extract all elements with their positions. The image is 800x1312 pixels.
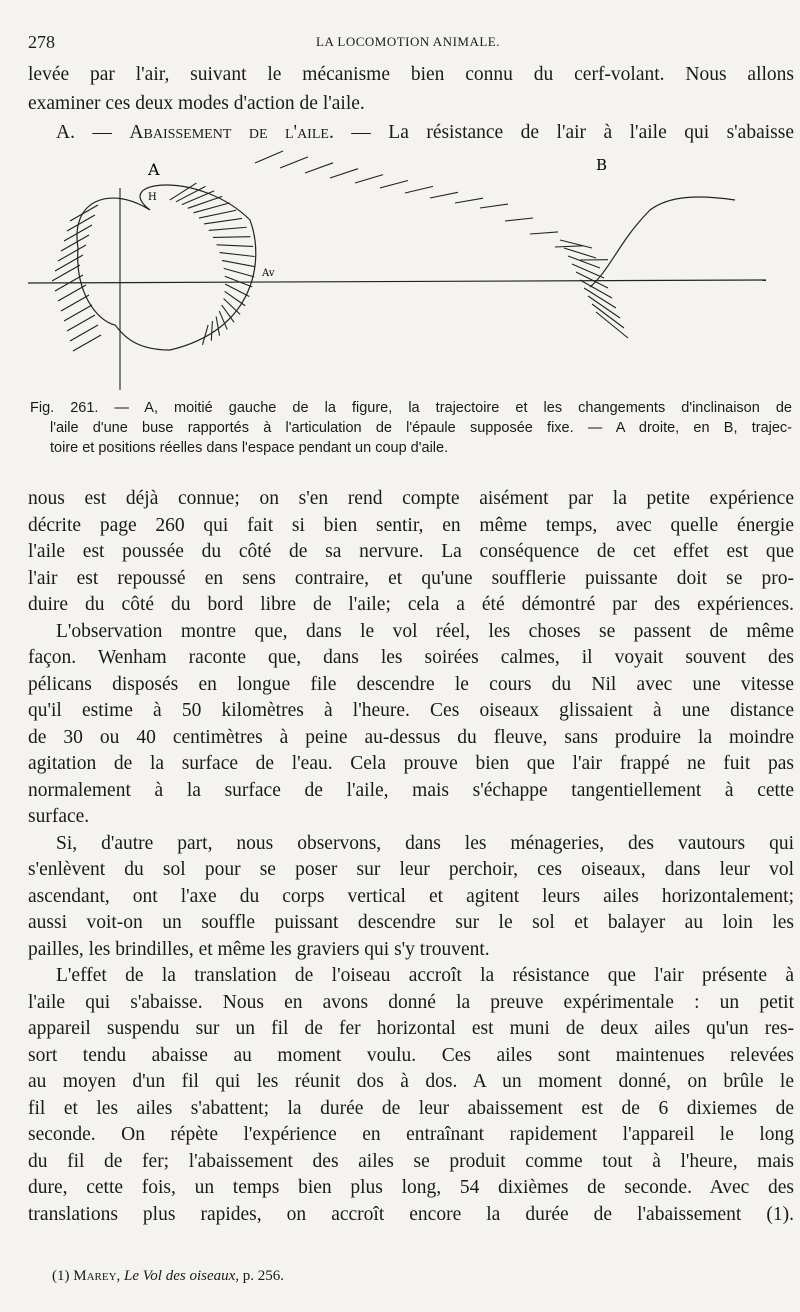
wing-position-stroke (211, 321, 212, 341)
text-line: duire du côté du bord libre de l'aile; cela a été démontré par des expériences. (28, 594, 794, 615)
page-header (28, 32, 788, 56)
text-line: façon. Wenham raconte que, dans les soirées calmes, il voyait souvent des (28, 647, 794, 668)
text-line: l'aile est poussée du côté de sa nervure. La conséquence de cet effet est que (28, 541, 794, 562)
wing-position-stroke (224, 268, 254, 277)
text-line: dure, cette fois, un temps bien plus long, 54 dixièmes de seconde. Avec des (28, 1177, 794, 1198)
footnote-author: Marey, (73, 1268, 121, 1284)
text-line: pailles, les brindilles, et même les graviers qui s'y trouvent. (28, 938, 490, 960)
caption-line: Fig. 261. — A, moitié gauche de la figure, la trajectoire et les changements d'inclinaison de (30, 400, 792, 416)
running-title: LA LOCOMOTION ANIMALE. (316, 34, 500, 49)
text-line: au moyen d'un fil qui les réunit dos à dos. A un moment donné, on brûle le (28, 1071, 794, 1092)
wing-position-stroke (202, 325, 208, 345)
text-line: s'enlèvent du sol pour se poser sur leur perchoir, ces oiseaux, dans leur vol (28, 859, 794, 880)
text-line: surface. (28, 806, 90, 827)
footnote-title: Le Vol des oiseaux, (124, 1268, 240, 1284)
text-line: normalement à la surface de l'aile, mais s'échappe tangentiellement à cette (28, 779, 794, 801)
caption-line: l'aile d'une buse rapportés à l'articulation de l'épaule supposée fixe. — A droite, en B, trajec- (50, 420, 792, 436)
wing-position-stroke (255, 151, 283, 163)
wing-position-stroke (58, 245, 86, 261)
wing-position-stroke (182, 191, 214, 205)
wing-position-stroke (70, 205, 98, 221)
text-line: seconde. On répète l'expérience en entraînant rapidement l'appareil le long (28, 1124, 794, 1145)
wing-position-stroke (480, 204, 508, 208)
figure-261 (0, 150, 800, 390)
text-line: L'observation montre que, dans le vol réel, les choses se passent de même (56, 620, 794, 642)
wing-position-stroke (505, 218, 533, 221)
wing-position-stroke (280, 157, 308, 168)
text-line: levée par l'air, suivant le mécanisme bien connu du cerf-volant. Nous allons (28, 64, 794, 85)
wing-position-stroke (213, 237, 251, 238)
body-text (28, 486, 794, 1228)
section-title: Abaissement de l'aile. — (129, 122, 371, 143)
text-line: qu'il estime à 50 kilomètres à l'heure. Ces oiseaux glissaient à une distance (28, 700, 794, 721)
wing-position-stroke (355, 175, 383, 183)
text-line: agitation de la surface de l'eau. Cela prouve bien que l'air frappé ne fuit pas (28, 753, 794, 774)
wing-position-stroke (209, 227, 247, 230)
wing-position-stroke (530, 232, 558, 234)
wing-position-stroke (61, 235, 89, 251)
horizontal-axis (28, 280, 766, 283)
wing-position-stroke (596, 312, 628, 338)
wing-position-stroke (555, 246, 583, 247)
wing-position-stroke (204, 218, 242, 224)
text-line: l'aile qui s'abaisse. Nous en avons donné la preuve expérimentale : un petit (28, 991, 794, 1013)
section-letter: A. — (56, 122, 112, 143)
wing-position-stroke (305, 163, 333, 173)
wing-position-stroke (330, 169, 358, 178)
wing-position-stroke (405, 186, 433, 193)
text-line: examiner ces deux modes d'action de l'aile. (28, 93, 365, 114)
caption-line: toire et positions réelles dans l'espace pendant un coup d'aile. (50, 440, 449, 456)
text-line: ascendant, ont l'axe du corps vertical et agitent leurs ailes horizontalement; (28, 885, 794, 907)
wing-position-stroke (176, 186, 206, 201)
wing-position-stroke (455, 198, 483, 203)
wing-position-stroke (592, 304, 624, 328)
text-line: sort tendu abaisse au moment voulu. Ces ailes sont maintenues relevées (28, 1044, 794, 1066)
label-b: B (596, 156, 608, 174)
top-paragraph (28, 60, 794, 147)
footnote (52, 1268, 284, 1285)
text-line: Si, d'autre part, nous observons, dans les ménageries, des vautours qui (56, 832, 794, 854)
wing-position-stroke (220, 253, 255, 257)
text-line: nous est déjà connue; on s'en rend compte aisément par la petite expérience (28, 488, 794, 509)
text-line: L'effet de la translation de l'oiseau accroît la résistance que l'air présente à (56, 965, 794, 986)
text-line: décrite page 260 qui fait si bien sentir, en même temps, avec quelle énergie (28, 514, 794, 536)
wing-position-stroke (216, 316, 219, 335)
text-line: fil et les ailes s'abattent; la durée de leur abaissement est de 6 dixiemes de (28, 1097, 794, 1119)
wing-position-stroke (222, 260, 255, 266)
text-line: du fil de fer; l'abaissement des ailes se produit comme tout à l'heure, mais (28, 1150, 794, 1172)
wing-position-stroke (199, 210, 236, 218)
footnote-page: p. 256. (242, 1268, 285, 1284)
label-h: H (148, 192, 157, 203)
text-line: aussi voit-on un souffle puissant descendre sur le sol et balayer au loin les (28, 912, 794, 933)
wing-position-stroke (572, 264, 604, 278)
wing-position-stroke (380, 181, 408, 189)
wing-position-stroke (217, 245, 254, 247)
section-heading (28, 118, 794, 147)
wing-position-stroke (430, 192, 458, 198)
label-av: Av (262, 268, 275, 279)
figure-caption (30, 398, 792, 458)
text-line: de 30 ou 40 centimètres à peine au-dessus du fleuve, sans produire la moindre (28, 726, 794, 748)
text-line: l'air est repoussé en sens contraire, et qu'une soufflerie puissante doit se pro- (28, 567, 794, 589)
page-number: 278 (28, 32, 55, 52)
b-trajectory (590, 197, 735, 287)
text-line: translations plus rapides, on accroît encore la durée de l'abaissement (1). (28, 1203, 794, 1225)
footnote-mark: (1) (52, 1268, 70, 1284)
section-text: La résistance de l'air à l'aile qui s'abaisse (388, 122, 794, 143)
text-line: appareil suspendu sur un fil de fer horizontal est muni de deux ailes qu'un res- (28, 1018, 794, 1039)
loop-trajectory (77, 185, 256, 350)
label-a: A (148, 160, 160, 179)
text-line: pélicans disposés en longue file descendre le cours du Nil avec une vitesse (28, 673, 794, 695)
